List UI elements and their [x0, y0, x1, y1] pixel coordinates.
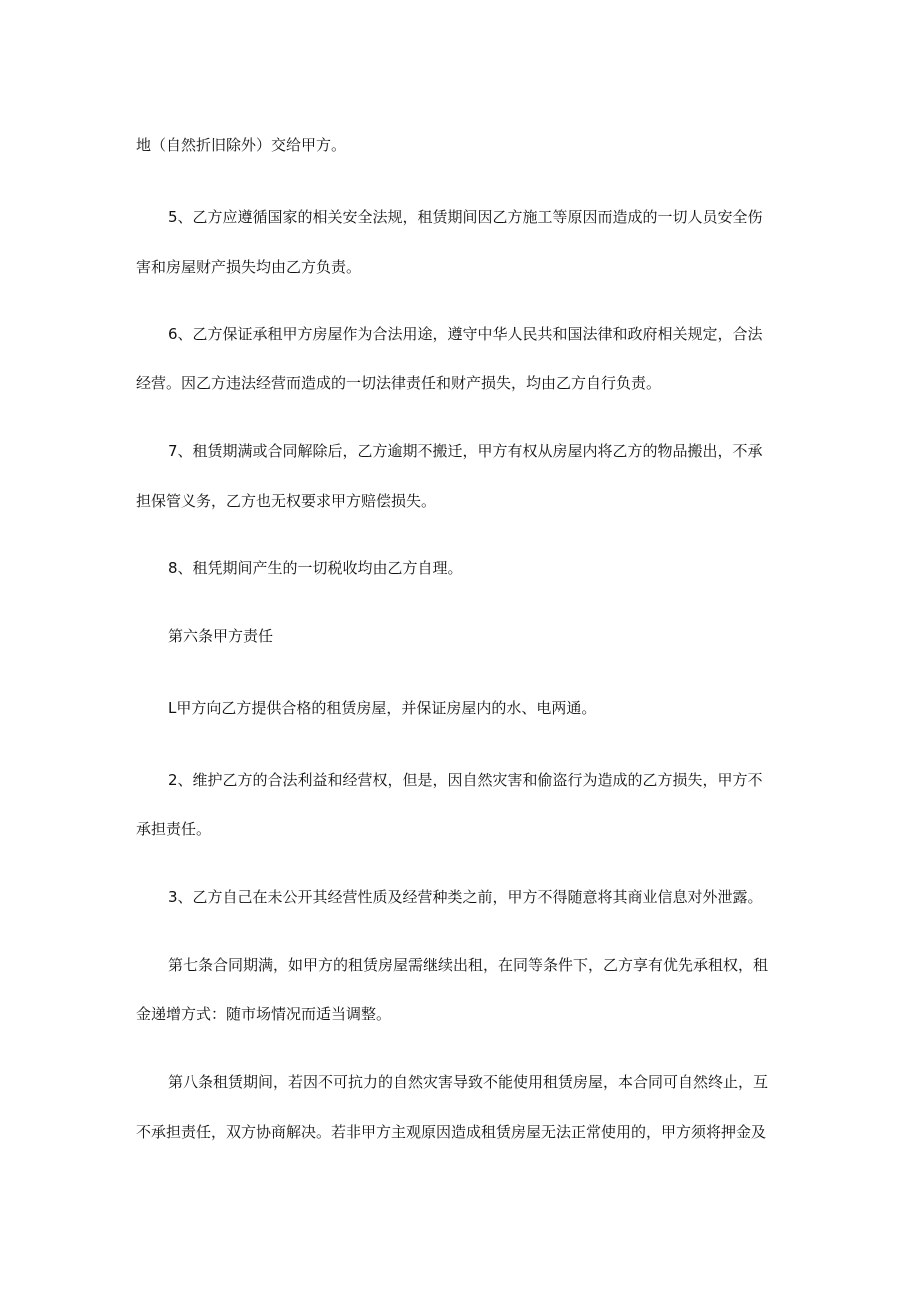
text-line-continuation: 地（自然折旧除外）交给甲方。: [136, 136, 347, 154]
clause-6-line-2: 经营。因乙方违法经营而造成的一切法律责任和财产损失，均由乙方自行负责。: [136, 374, 662, 392]
landlord-duty-3-line-1: 3、乙方自己在未公开其经营性质及经营种类之前，甲方不得随意将其商业信息对外泄露。: [168, 888, 763, 906]
article-8-line-1: 第八条租赁期间，若因不可抗力的自然灾害导致不能使用租赁房屋，本合同可自然终止，互: [168, 1073, 769, 1091]
landlord-duty-1-line-1: L甲方向乙方提供合格的租赁房屋，并保证房屋内的水、电两通。: [168, 699, 597, 717]
landlord-duty-2-line-2: 承担责任。: [136, 820, 212, 838]
article-7-line-1: 第七条合同期满，如甲方的租赁房屋需继续出租，在同等条件下，乙方享有优先承租权，租: [168, 956, 769, 974]
clause-6-line-1: 6、乙方保证承租甲方房屋作为合法用途，遵守中华人民共和国法律和政府相关规定，合法: [168, 325, 763, 343]
article-7-line-2: 金递增方式：随市场情况而适当调整。: [136, 1005, 392, 1023]
clause-5-line-2: 害和房屋财产损失均由乙方负责。: [136, 258, 362, 276]
landlord-duty-2-line-1: 2、维护乙方的合法利益和经营权，但是，因自然灾害和偷盗行为造成的乙方损失，甲方不: [168, 771, 763, 789]
article-6-heading: 第六条甲方责任: [168, 627, 274, 645]
clause-8-line-1: 8、租凭期间产生的一切税收均由乙方自理。: [168, 559, 463, 577]
clause-7-line-1: 7、租赁期满或合同解除后，乙方逾期不搬迁，甲方有权从房屋内将乙方的物品搬出，不承: [168, 442, 763, 460]
clause-5-line-1: 5、乙方应遵循国家的相关安全法规，租赁期间因乙方施工等原因而造成的一切人员安全伤: [168, 208, 763, 226]
clause-7-line-2: 担保管义务，乙方也无权要求甲方赔偿损失。: [136, 492, 437, 510]
article-8-line-2: 不承担责任，双方协商解决。若非甲方主观原因造成租赁房屋无法正常使用的，甲方须将押金及: [136, 1123, 767, 1141]
